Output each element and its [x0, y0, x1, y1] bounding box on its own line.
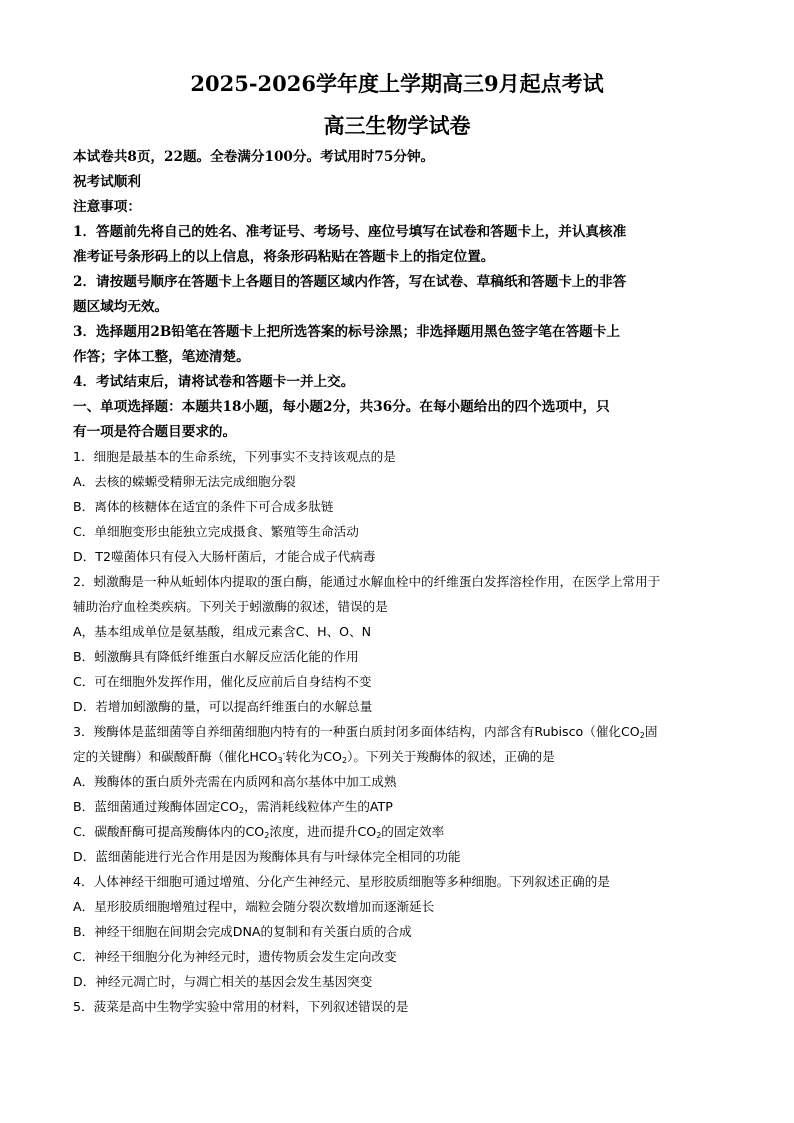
question-3-option-c — [73, 821, 444, 843]
question-4-option-d: D．神经元凋亡时，与凋亡相关的基因会发生基因突变 — [73, 974, 373, 989]
notice-3-line-2: 作答；字体工整，笔迹清楚。 — [73, 349, 250, 365]
q3-stem-sub-2: 3 — [277, 756, 283, 765]
question-2-stem-line-1: 2．蚓激酶是一种从蚯蚓体内提取的蛋白酶，能通过水解血栓中的纤维蛋白发挥溶栓作用，在医学上常用于 — [73, 574, 661, 589]
question-1-option-b: B．离体的核糖体在适宜的条件下可合成多肽链 — [73, 499, 334, 514]
question-5-stem: 5．菠菜是高中生物学实验中常用的材料，下列叙述错误的是 — [73, 999, 409, 1014]
good-luck-text: 祝考试顺利 — [73, 174, 141, 190]
exam-summary: 本试卷共8页，22题。全卷满分100分。考试用时75分钟。 — [73, 149, 435, 165]
section-1-heading-line-2: 有一项是符合题目要求的。 — [73, 424, 237, 440]
question-1-option-d: D．T2噬菌体只有侵入大肠杆菌后，才能合成子代病毒 — [73, 549, 376, 564]
question-4-option-c: C．神经干细胞分化为神经元时，遗传物质会发生定向改变 — [73, 949, 397, 964]
question-3-option-d: D．蓝细菌能进行光合作用是因为羧酶体具有与叶绿体完全相同的功能 — [73, 849, 461, 864]
notice-4-line-1: 4．考试结束后，请将试卷和答题卡一并上交。 — [73, 374, 355, 390]
q3-stem-sub-3: 2 — [341, 756, 348, 765]
question-3-option-b — [73, 796, 393, 818]
exam-title: 2025-2026学年度上学期高三9月起点考试 — [190, 71, 604, 96]
q3-c-text-1: C．碳酸酐酶可提高羧酶体内的CO — [73, 824, 265, 839]
notice-1-line-1: 1．答题前先将自己的姓名、准考证号、考场号、座位号填写在试卷和答题卡上，并认真核准 — [73, 224, 627, 240]
q3-c-text-2: 浓度，进而提升CO — [269, 824, 377, 839]
question-1-option-c: C．单细胞变形虫能独立完成摄食、繁殖等生命活动 — [73, 524, 359, 539]
q3-stem-text-5: ）。下列关于羧酶体的叙述，正确的是 — [347, 749, 555, 764]
q3-stem-text-1: 3．羧酶体是蓝细菌等自养细菌细胞内特有的一种蛋白质封闭多面体结构，内部含有Rubisco（催化CO — [73, 724, 640, 739]
notice-2-line-2: 题区域均无效。 — [73, 299, 169, 315]
question-2-option-c: C．可在细胞外发挥作用，催化反应前后自身结构不变 — [73, 674, 372, 689]
question-2-option-d: D．若增加蚓激酶的量，可以提高纤维蛋白的水解总量 — [73, 699, 373, 714]
notice-heading: 注意事项： — [73, 199, 141, 215]
question-3-stem-line-2 — [73, 746, 555, 768]
question-4-stem: 4．人体神经干细胞可通过增殖、分化产生神经元、星形胶质细胞等多种细胞。下列叙述正确的是 — [73, 874, 610, 889]
notice-2-line-1: 2．请按题号顺序在答题卡上各题目的答题区域内作答，写在试卷、草稿纸和答题卡上的非答 — [73, 274, 627, 290]
q3-b-text-1: B．蓝细菌通过羧酶体固定CO — [73, 799, 239, 814]
q3-stem-text-3: 定的关键酶）和碳酸酐酶（催化HCO — [73, 749, 278, 764]
question-3-option-a: A．羧酶体的蛋白质外壳需在内质网和高尔基体中加工成熟 — [73, 774, 397, 789]
q3-stem-sub-1: 2 — [639, 731, 645, 740]
notice-3-line-1: 3．选择题用2B铅笔在答题卡上把所选答案的标号涂黑；非选择题用黑色签字笔在答题卡上 — [73, 324, 620, 340]
question-2-option-b: B．蚓激酶具有降低纤维蛋白水解反应活化能的作用 — [73, 649, 359, 664]
question-4-option-a: A．星形胶质细胞增殖过程中，端粒会随分裂次数增加而逐渐延长 — [73, 899, 435, 914]
q3-c-sub-2: 2 — [376, 831, 382, 840]
q3-c-sub-1: 2 — [264, 831, 270, 840]
q3-c-text-3: 的固定效率 — [381, 824, 445, 839]
question-3-stem-line-1 — [73, 721, 657, 743]
q3-b-text-2: ，需消耗线粒体产生的ATP — [243, 799, 393, 814]
question-1-stem: 1．细胞是最基本的生命系统，下列事实不支持该观点的是 — [73, 449, 396, 464]
notice-1-line-2: 准考证号条形码上的以上信息，将条形码粘贴在答题卡上的指定位置。 — [73, 249, 495, 265]
q3-stem-sup: - — [282, 748, 286, 758]
question-4-option-b: B．神经干细胞在间期会完成DNA的复制和有关蛋白质的合成 — [73, 924, 412, 939]
question-2-stem-line-2: 辅助治疗血栓类疾病。下列关于蚓激酶的叙述，错误的是 — [73, 599, 388, 614]
section-1-heading-line-1: 一、单项选择题：本题共18小题，每小题2分，共36分。在每小题给出的四个选项中，只 — [73, 399, 610, 415]
question-2-option-a: A，基本组成单位是氨基酸，组成元素含C、H、O、N — [73, 624, 372, 639]
q3-stem-text-2: 固 — [644, 724, 658, 739]
q3-b-sub: 2 — [238, 806, 244, 815]
question-1-option-a: A．去核的蝾螈受精卵无法完成细胞分裂 — [73, 474, 296, 489]
q3-stem-text-4: 转化为CO — [285, 749, 342, 764]
paper-title: 高三生物学试卷 — [323, 113, 471, 138]
